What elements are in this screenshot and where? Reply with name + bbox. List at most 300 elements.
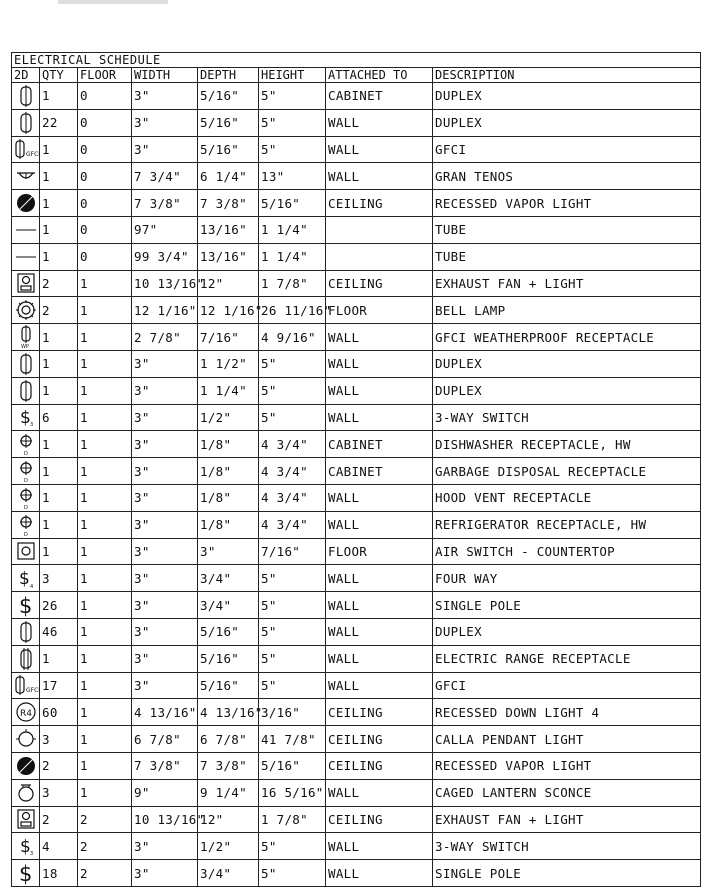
gfci-receptacle-icon <box>14 138 41 160</box>
depth-cell: 1 1/4" <box>198 377 259 404</box>
floor-cell: 1 <box>78 672 132 699</box>
floor-cell: 0 <box>78 83 132 110</box>
height-cell: 4 3/4" <box>259 458 326 485</box>
depth-cell: 1/2" <box>198 404 259 431</box>
attached-to-cell: CEILING <box>326 190 433 217</box>
floor-cell: 1 <box>78 404 132 431</box>
depth-cell: 5/16" <box>198 672 259 699</box>
height-cell: 41 7/8" <box>259 726 326 753</box>
svg-text:4: 4 <box>29 584 33 591</box>
table-row <box>12 592 701 619</box>
height-cell: 5" <box>259 377 326 404</box>
depth-cell: 5/16" <box>198 136 259 163</box>
description-cell: AIR SWITCH - COUNTERTOP <box>433 538 701 565</box>
qty-cell: 4 <box>40 833 78 860</box>
symbol-cell <box>12 458 40 485</box>
depth-cell: 1/8" <box>198 511 259 538</box>
description-cell: EXHAUST FAN + LIGHT <box>433 270 701 297</box>
symbol-cell <box>12 484 40 511</box>
attached-to-cell: WALL <box>326 350 433 377</box>
qty-cell: 1 <box>40 324 78 351</box>
qty-cell: 1 <box>40 136 78 163</box>
qty-cell: 1 <box>40 350 78 377</box>
width-cell: 3" <box>132 377 198 404</box>
height-cell: 5" <box>259 109 326 136</box>
height-cell: 1 7/8" <box>259 806 326 833</box>
symbol-cell <box>12 565 40 592</box>
qty-cell: 46 <box>40 618 78 645</box>
svg-text:D: D <box>23 504 28 511</box>
symbol-cell <box>12 270 40 297</box>
attached-to-cell: WALL <box>326 565 433 592</box>
width-cell: 3" <box>132 592 198 619</box>
single-receptacle-icon <box>14 486 37 510</box>
air-switch-icon <box>14 540 37 562</box>
depth-cell: 1 1/2" <box>198 350 259 377</box>
attached-to-cell: WALL <box>326 833 433 860</box>
attached-to-cell: WALL <box>326 860 433 887</box>
description-cell: DISHWASHER RECEPTACLE, HW <box>433 431 701 458</box>
attached-to-cell: CEILING <box>326 806 433 833</box>
table-row <box>12 618 701 645</box>
width-cell: 3" <box>132 511 198 538</box>
description-cell: EXHAUST FAN + LIGHT <box>433 806 701 833</box>
qty-cell: 22 <box>40 109 78 136</box>
symbol-cell <box>12 324 40 351</box>
attached-to-cell: CEILING <box>326 726 433 753</box>
width-cell: 10 13/16" <box>132 806 198 833</box>
attached-to-cell: WALL <box>326 109 433 136</box>
single-receptacle-icon <box>14 459 37 483</box>
depth-cell: 3/4" <box>198 860 259 887</box>
depth-cell: 6 1/4" <box>198 163 259 190</box>
single-receptacle-icon <box>14 513 37 537</box>
table-row <box>12 779 701 806</box>
description-cell: DUPLEX <box>433 377 701 404</box>
symbol-cell <box>12 699 40 726</box>
width-cell: 3" <box>132 618 198 645</box>
height-cell: 3/16" <box>259 699 326 726</box>
floor-cell: 0 <box>78 216 132 243</box>
height-cell: 5" <box>259 645 326 672</box>
attached-to-cell: WALL <box>326 592 433 619</box>
height-cell: 4 3/4" <box>259 484 326 511</box>
duplex-receptacle-icon <box>14 112 37 134</box>
symbol-cell <box>12 592 40 619</box>
symbol-cell <box>12 645 40 672</box>
attached-to-cell: CEILING <box>326 270 433 297</box>
description-cell: GFCI WEATHERPROOF RECEPTACLE <box>433 324 701 351</box>
height-cell: 5" <box>259 860 326 887</box>
depth-cell: 13/16" <box>198 216 259 243</box>
width-cell: 10 13/16" <box>132 270 198 297</box>
floor-cell: 1 <box>78 618 132 645</box>
svg-text:$: $ <box>18 569 30 590</box>
floor-cell: 0 <box>78 243 132 270</box>
recessed-down-light-icon <box>14 701 37 723</box>
description-cell: GFCI <box>433 136 701 163</box>
single-pole-switch-icon <box>14 861 37 885</box>
symbol-cell <box>12 243 40 270</box>
table-row <box>12 672 701 699</box>
table-row <box>12 752 701 779</box>
duplex-receptacle-icon <box>14 380 37 402</box>
svg-text:GFCI: GFCI <box>26 151 41 159</box>
width-cell: 7 3/4" <box>132 163 198 190</box>
table-row <box>12 645 701 672</box>
svg-text:GFCI: GFCI <box>26 687 41 695</box>
svg-text:D: D <box>23 531 28 538</box>
width-cell: 6 7/8" <box>132 726 198 753</box>
floor-cell: 2 <box>78 860 132 887</box>
symbol-cell <box>12 190 40 217</box>
qty-cell: 26 <box>40 592 78 619</box>
col-header-width: WIDTH <box>132 68 198 83</box>
floor-cell: 1 <box>78 270 132 297</box>
symbol-cell <box>12 216 40 243</box>
qty-cell: 1 <box>40 163 78 190</box>
table-row <box>12 806 701 833</box>
floor-cell: 1 <box>78 350 132 377</box>
width-cell: 2 7/8" <box>132 324 198 351</box>
qty-cell: 1 <box>40 431 78 458</box>
floor-cell: 1 <box>78 726 132 753</box>
top-edge-mark <box>58 0 168 4</box>
height-cell: 1 1/4" <box>259 243 326 270</box>
depth-cell: 4 13/16" <box>198 699 259 726</box>
table-row <box>12 297 701 324</box>
qty-cell: 1 <box>40 83 78 110</box>
pendant-light-icon <box>14 728 37 750</box>
symbol-cell <box>12 779 40 806</box>
width-cell: 3" <box>132 833 198 860</box>
table-row <box>12 136 701 163</box>
width-cell: 3" <box>132 672 198 699</box>
description-cell: RECESSED DOWN LIGHT 4 <box>433 699 701 726</box>
svg-text:$: $ <box>18 594 32 619</box>
lantern-sconce-icon <box>14 782 37 804</box>
attached-to-cell: CABINET <box>326 431 433 458</box>
symbol-cell <box>12 297 40 324</box>
description-cell: ELECTRIC RANGE RECEPTACLE <box>433 645 701 672</box>
qty-cell: 6 <box>40 404 78 431</box>
description-cell: SINGLE POLE <box>433 592 701 619</box>
height-cell: 5/16" <box>259 752 326 779</box>
qty-cell: 2 <box>40 297 78 324</box>
floor-cell: 1 <box>78 752 132 779</box>
description-cell: TUBE <box>433 216 701 243</box>
table-row <box>12 350 701 377</box>
qty-cell: 1 <box>40 484 78 511</box>
height-cell: 4 3/4" <box>259 511 326 538</box>
table-row <box>12 833 701 860</box>
height-cell: 13" <box>259 163 326 190</box>
depth-cell: 7/16" <box>198 324 259 351</box>
floor-cell: 1 <box>78 458 132 485</box>
height-cell: 5" <box>259 565 326 592</box>
table-row <box>12 484 701 511</box>
floor-cell: 1 <box>78 538 132 565</box>
attached-to-cell: WALL <box>326 377 433 404</box>
qty-cell: 2 <box>40 806 78 833</box>
table-row <box>12 324 701 351</box>
depth-cell: 9 1/4" <box>198 779 259 806</box>
depth-cell: 12" <box>198 806 259 833</box>
attached-to-cell: CABINET <box>326 83 433 110</box>
height-cell: 5" <box>259 83 326 110</box>
duplex-receptacle-icon <box>14 85 37 107</box>
table-row <box>12 216 701 243</box>
schedule-title: ELECTRICAL SCHEDULE <box>12 53 701 68</box>
vapor-light-icon <box>14 755 37 777</box>
electrical-schedule-table <box>11 52 701 887</box>
floor-cell: 1 <box>78 324 132 351</box>
table-row <box>12 699 701 726</box>
three-way-switch-icon <box>14 835 37 857</box>
width-cell: 3" <box>132 350 198 377</box>
attached-to-cell: FLOOR <box>326 538 433 565</box>
description-cell: REFRIGERATOR RECEPTACLE, HW <box>433 511 701 538</box>
col-header-2d: 2D <box>12 68 40 83</box>
qty-cell: 1 <box>40 511 78 538</box>
description-cell: FOUR WAY <box>433 565 701 592</box>
symbol-cell <box>12 511 40 538</box>
svg-text:D: D <box>23 451 28 458</box>
symbol-cell <box>12 860 40 887</box>
description-cell: HOOD VENT RECEPTACLE <box>433 484 701 511</box>
floor-cell: 1 <box>78 431 132 458</box>
width-cell: 3" <box>132 83 198 110</box>
qty-cell: 1 <box>40 190 78 217</box>
symbol-cell <box>12 752 40 779</box>
table-row <box>12 538 701 565</box>
qty-cell: 3 <box>40 565 78 592</box>
depth-cell: 7 3/8" <box>198 190 259 217</box>
height-cell: 1 1/4" <box>259 216 326 243</box>
symbol-cell <box>12 404 40 431</box>
table-row <box>12 270 701 297</box>
width-cell: 97" <box>132 216 198 243</box>
attached-to-cell: WALL <box>326 645 433 672</box>
svg-text:3: 3 <box>29 422 33 429</box>
width-cell: 3" <box>132 645 198 672</box>
exhaust-fan-light-icon <box>14 272 37 294</box>
depth-cell: 3/4" <box>198 565 259 592</box>
qty-cell: 1 <box>40 216 78 243</box>
attached-to-cell: CABINET <box>326 458 433 485</box>
floor-cell: 0 <box>78 109 132 136</box>
table-row <box>12 163 701 190</box>
qty-cell: 18 <box>40 860 78 887</box>
attached-to-cell <box>326 243 433 270</box>
depth-cell: 3" <box>198 538 259 565</box>
description-cell: SINGLE POLE <box>433 860 701 887</box>
table-row <box>12 243 701 270</box>
description-cell: GFCI <box>433 672 701 699</box>
depth-cell: 1/8" <box>198 431 259 458</box>
depth-cell: 7 3/8" <box>198 752 259 779</box>
floor-cell: 1 <box>78 645 132 672</box>
qty-cell: 1 <box>40 538 78 565</box>
attached-to-cell: CEILING <box>326 752 433 779</box>
col-header-attached-to: ATTACHED TO <box>326 68 433 83</box>
gfci-receptacle-icon <box>14 674 41 696</box>
depth-cell: 5/16" <box>198 109 259 136</box>
attached-to-cell: WALL <box>326 404 433 431</box>
height-cell: 4 9/16" <box>259 324 326 351</box>
attached-to-cell: WALL <box>326 511 433 538</box>
symbol-cell <box>12 672 40 699</box>
width-cell: 3" <box>132 109 198 136</box>
description-cell: BELL LAMP <box>433 297 701 324</box>
height-cell: 4 3/4" <box>259 431 326 458</box>
single-receptacle-icon <box>14 432 37 456</box>
height-cell: 5" <box>259 404 326 431</box>
floor-cell: 0 <box>78 190 132 217</box>
description-cell: GARBAGE DISPOSAL RECEPTACLE <box>433 458 701 485</box>
depth-cell: 5/16" <box>198 645 259 672</box>
description-cell: CAGED LANTERN SCONCE <box>433 779 701 806</box>
attached-to-cell: WALL <box>326 618 433 645</box>
qty-cell: 3 <box>40 726 78 753</box>
bell-lamp-icon <box>14 299 37 321</box>
width-cell: 3" <box>132 538 198 565</box>
floor-cell: 1 <box>78 592 132 619</box>
schedule-title-row <box>12 53 701 68</box>
duplex-receptacle-icon <box>14 353 37 375</box>
width-cell: 3" <box>132 136 198 163</box>
width-cell: 12 1/16" <box>132 297 198 324</box>
depth-cell: 1/8" <box>198 484 259 511</box>
attached-to-cell: CEILING <box>326 699 433 726</box>
floor-cell: 0 <box>78 136 132 163</box>
width-cell: 99 3/4" <box>132 243 198 270</box>
qty-cell: 3 <box>40 779 78 806</box>
table-row <box>12 860 701 887</box>
description-cell: CALLA PENDANT LIGHT <box>433 726 701 753</box>
description-cell: DUPLEX <box>433 350 701 377</box>
description-cell: 3-WAY SWITCH <box>433 404 701 431</box>
symbol-cell <box>12 833 40 860</box>
qty-cell: 1 <box>40 645 78 672</box>
symbol-cell <box>12 431 40 458</box>
svg-text:3: 3 <box>29 851 33 858</box>
attached-to-cell: WALL <box>326 484 433 511</box>
svg-text:WP: WP <box>20 344 29 351</box>
attached-to-cell: WALL <box>326 779 433 806</box>
table-row <box>12 565 701 592</box>
width-cell: 3" <box>132 484 198 511</box>
symbol-cell <box>12 377 40 404</box>
symbol-cell <box>12 618 40 645</box>
col-header-description: DESCRIPTION <box>433 68 701 83</box>
qty-cell: 1 <box>40 243 78 270</box>
symbol-cell <box>12 163 40 190</box>
description-cell: DUPLEX <box>433 83 701 110</box>
table-row <box>12 377 701 404</box>
table-row <box>12 190 701 217</box>
table-row <box>12 109 701 136</box>
height-cell: 5/16" <box>259 190 326 217</box>
symbol-cell <box>12 83 40 110</box>
depth-cell: 1/8" <box>198 458 259 485</box>
qty-cell: 60 <box>40 699 78 726</box>
height-cell: 5" <box>259 618 326 645</box>
depth-cell: 5/16" <box>198 83 259 110</box>
floor-cell: 2 <box>78 806 132 833</box>
column-header-row <box>12 68 701 83</box>
floor-cell: 2 <box>78 833 132 860</box>
table-row <box>12 83 701 110</box>
floor-cell: 1 <box>78 779 132 806</box>
depth-cell: 1/2" <box>198 833 259 860</box>
depth-cell: 13/16" <box>198 243 259 270</box>
table-row <box>12 431 701 458</box>
width-cell: 3" <box>132 458 198 485</box>
width-cell: 3" <box>132 860 198 887</box>
floor-cell: 1 <box>78 699 132 726</box>
height-cell: 5" <box>259 672 326 699</box>
height-cell: 5" <box>259 350 326 377</box>
single-pole-switch-icon <box>14 593 37 617</box>
col-header-depth: DEPTH <box>198 68 259 83</box>
height-cell: 26 11/16" <box>259 297 326 324</box>
attached-to-cell: WALL <box>326 672 433 699</box>
height-cell: 5" <box>259 136 326 163</box>
floor-cell: 0 <box>78 163 132 190</box>
wall-sconce-icon <box>14 165 37 187</box>
col-header-height: HEIGHT <box>259 68 326 83</box>
depth-cell: 12" <box>198 270 259 297</box>
table-row <box>12 458 701 485</box>
description-cell: DUPLEX <box>433 618 701 645</box>
table-row <box>12 404 701 431</box>
depth-cell: 5/16" <box>198 618 259 645</box>
symbol-cell <box>12 136 40 163</box>
width-cell: 3" <box>132 431 198 458</box>
attached-to-cell: WALL <box>326 163 433 190</box>
range-receptacle-icon <box>14 648 37 670</box>
description-cell: RECESSED VAPOR LIGHT <box>433 752 701 779</box>
depth-cell: 3/4" <box>198 592 259 619</box>
width-cell: 3" <box>132 404 198 431</box>
four-way-switch-icon <box>14 567 37 589</box>
qty-cell: 17 <box>40 672 78 699</box>
attached-to-cell: WALL <box>326 136 433 163</box>
symbol-cell <box>12 806 40 833</box>
height-cell: 7/16" <box>259 538 326 565</box>
height-cell: 16 5/16" <box>259 779 326 806</box>
height-cell: 5" <box>259 833 326 860</box>
height-cell: 1 7/8" <box>259 270 326 297</box>
col-header-floor: FLOOR <box>78 68 132 83</box>
description-cell: 3-WAY SWITCH <box>433 833 701 860</box>
symbol-cell <box>12 538 40 565</box>
svg-text:$: $ <box>19 837 31 858</box>
svg-text:D: D <box>23 478 28 485</box>
floor-cell: 1 <box>78 377 132 404</box>
width-cell: 4 13/16" <box>132 699 198 726</box>
exhaust-fan-light-icon <box>14 808 37 830</box>
floor-cell: 1 <box>78 297 132 324</box>
qty-cell: 1 <box>40 377 78 404</box>
height-cell: 5" <box>259 592 326 619</box>
width-cell: 7 3/8" <box>132 190 198 217</box>
duplex-receptacle-icon <box>14 621 37 643</box>
attached-to-cell: WALL <box>326 324 433 351</box>
floor-cell: 1 <box>78 511 132 538</box>
qty-cell: 1 <box>40 458 78 485</box>
